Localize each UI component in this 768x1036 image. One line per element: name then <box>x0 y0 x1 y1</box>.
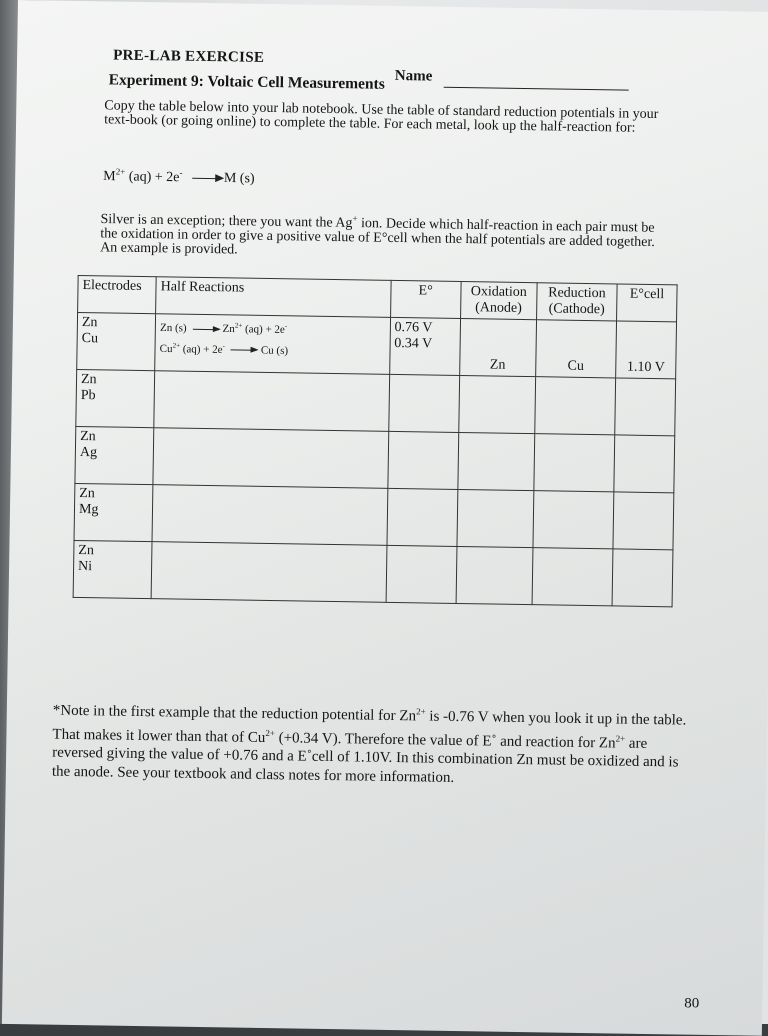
e0-value-1: 0.76 V <box>394 319 433 336</box>
r1-reactant: Zn (s) <box>159 321 187 335</box>
header-electrodes: Electrodes <box>78 275 157 313</box>
footnote <box>52 697 693 791</box>
header-reduction <box>536 283 617 321</box>
electrode-2: Pb <box>80 388 96 404</box>
header-e0: E° <box>390 280 461 318</box>
header-reduction-label: Reduction <box>548 285 606 302</box>
eq-ion: M <box>103 169 116 185</box>
arrow-icon <box>231 350 257 351</box>
r2-electron-charge: - <box>222 341 226 350</box>
ecell-cell[interactable] <box>615 378 676 436</box>
ecell-cell[interactable] <box>614 435 675 493</box>
table-row <box>74 483 674 549</box>
general-half-reaction <box>103 166 255 187</box>
r1-ion-charge: 2+ <box>234 321 243 330</box>
intro-text: Copy the table below into your lab notebook. Use the table of standard reduction potentials in your text-book (or going online) to complete the table. For each metal, look up the half-reaction for: <box>104 98 659 136</box>
r2-ion: Cu <box>159 342 173 355</box>
half-reactions-cell[interactable] <box>151 542 386 603</box>
silver-instructions <box>100 207 661 263</box>
electrodes-cell <box>74 483 153 541</box>
table-row <box>75 426 675 492</box>
note-part-1: *Note in the first example that the reduction potential for Zn <box>52 702 417 725</box>
reduction-cell[interactable] <box>534 434 615 492</box>
half-reactions-cell <box>155 314 390 375</box>
header-half-reactions: Half Reactions <box>156 277 391 318</box>
half-reactions-cell[interactable] <box>153 428 388 489</box>
e0-cell[interactable] <box>387 488 458 546</box>
e0-cell <box>389 317 460 375</box>
electrodes-cell <box>75 426 154 484</box>
eq-rhs: M (s) <box>223 170 255 187</box>
r2-product: Cu (s) <box>260 344 289 357</box>
header-oxidation <box>460 281 537 319</box>
electrode-1: Zn <box>78 543 95 559</box>
eq-ion-charge: 2+ <box>115 166 126 177</box>
ecell-cell[interactable] <box>613 492 674 550</box>
table-row <box>76 369 676 435</box>
name-field-line[interactable] <box>444 87 629 91</box>
note-sup-2: 2+ <box>265 727 276 738</box>
electrode-2: Mg <box>78 502 99 518</box>
arrow-icon <box>193 328 219 329</box>
table-row <box>73 540 673 606</box>
electrode-1: Zn <box>81 315 98 331</box>
electrodes-cell <box>76 369 155 427</box>
reaction-arrow-icon <box>192 178 222 179</box>
electrode-2: Cu <box>81 331 99 347</box>
note-part-3: (+0.34 V). Therefore the value of E˚ and reaction for Zn <box>274 729 616 751</box>
e0-cell[interactable] <box>388 431 459 489</box>
r2-rest: (aq) + 2e <box>179 342 223 356</box>
reduction-cell[interactable] <box>532 548 613 606</box>
experiment-title: Experiment 9: Voltaic Cell Measurements <box>108 71 385 93</box>
half-reaction-2 <box>160 337 386 361</box>
header-oxidation-sub: (Anode) <box>475 300 522 316</box>
electrode-2: Ni <box>77 559 93 575</box>
oxidation-cell[interactable] <box>457 489 534 547</box>
half-reactions-cell[interactable] <box>152 485 387 546</box>
ecell-cell: 1.10 V <box>616 321 677 379</box>
header-oxidation-label: Oxidation <box>470 284 527 301</box>
r2-ion-charge: 2+ <box>172 341 181 350</box>
note-sup-1: 2+ <box>416 706 426 717</box>
oxidation-cell[interactable] <box>456 546 533 604</box>
voltaic-cell-table <box>73 275 678 607</box>
table-row-example <box>77 312 677 378</box>
r1-ion: Zn <box>222 322 235 336</box>
r1-electron-charge: - <box>284 322 288 331</box>
r1-rest: (aq) + 2e <box>242 323 285 336</box>
silver-text-before: Silver is an exception; there you want the Ag <box>100 211 353 231</box>
note-part-4: are reversed giving the value of +0.76 and a E˚cell of 1.10V. In this combination Zn must be oxidized and is the anode. See your textbook and class notes for more information. <box>51 735 679 786</box>
half-reactions-cell[interactable] <box>154 371 389 432</box>
page-number: 80 <box>684 995 700 1012</box>
electrodes-cell <box>73 540 152 598</box>
header-reduction-sub: (Cathode) <box>548 301 605 318</box>
eq-electron-charge: - <box>179 167 183 178</box>
electrodes-cell <box>77 312 156 370</box>
eq-lhs: (aq) + 2e <box>128 169 180 186</box>
e0-cell[interactable] <box>386 545 457 603</box>
e0-cell[interactable] <box>388 374 459 432</box>
oxidation-cell[interactable] <box>458 432 535 490</box>
reduction-cell[interactable] <box>533 491 614 549</box>
header-ecell: E°cell <box>617 284 677 322</box>
silver-text-after: ion. Decide which half-reaction in each pair must be the oxidation in order to give a positive value of E°cell when the half potentials are added together. An example is provided. <box>100 216 655 258</box>
e0-value-2: 0.34 V <box>394 335 433 352</box>
reduction-cell[interactable] <box>535 377 616 435</box>
silver-ion-charge: + <box>352 213 358 224</box>
electrode-1: Zn <box>80 429 96 445</box>
reduction-cell: Cu <box>536 320 617 378</box>
oxidation-cell: Zn <box>459 318 536 376</box>
note-part-2: is -0.76 V when you look it up in the table. That makes it lower than that of Cu <box>52 708 687 746</box>
prelab-title: PRE-LAB EXERCISE <box>113 47 265 66</box>
note-sup-3: 2+ <box>615 732 626 744</box>
electrode-2: Ag <box>79 445 98 461</box>
electrode-1: Zn <box>79 486 95 502</box>
worksheet-page <box>2 0 768 1036</box>
ecell-cell[interactable] <box>612 549 673 607</box>
electrode-1: Zn <box>80 372 97 388</box>
name-label: Name <box>394 67 433 85</box>
oxidation-cell[interactable] <box>458 375 535 433</box>
